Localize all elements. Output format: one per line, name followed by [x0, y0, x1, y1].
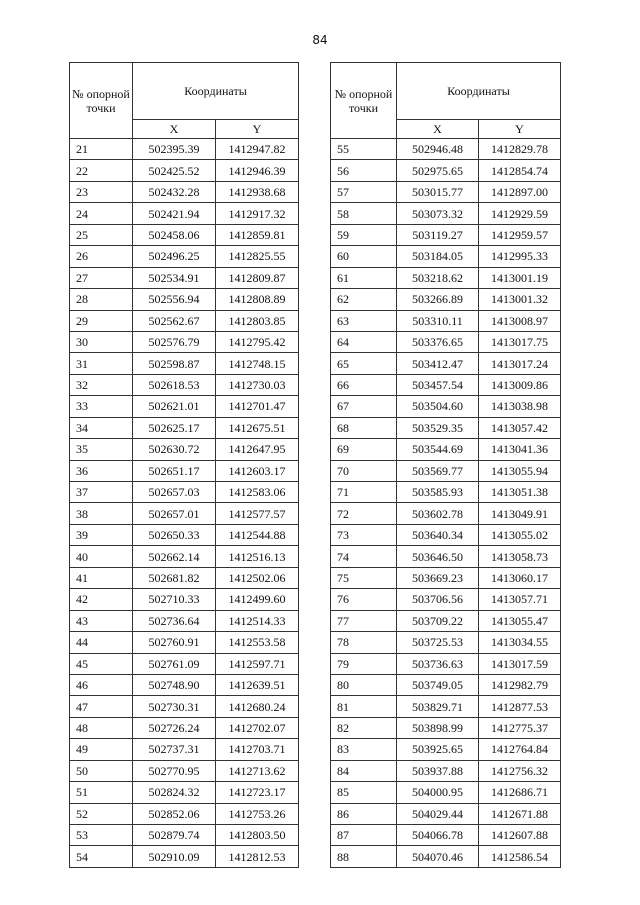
table-row	[70, 374, 299, 395]
x-coordinate-cell: 502760.91	[133, 632, 216, 653]
point-number-cell: 35	[70, 439, 133, 460]
x-coordinate-cell: 502737.31	[133, 739, 216, 760]
table-row	[70, 267, 299, 288]
table-row	[70, 224, 299, 245]
table-row	[70, 760, 299, 781]
x-coordinate-cell: 503529.35	[397, 417, 479, 438]
table-row	[70, 353, 299, 374]
table-row	[331, 267, 561, 288]
point-number-cell: 60	[331, 246, 397, 267]
point-number-cell: 34	[70, 417, 133, 438]
table-row	[331, 310, 561, 331]
x-coordinate-cell: 503412.47	[397, 353, 479, 374]
y-coordinate-cell: 1412516.13	[216, 546, 299, 567]
point-number-cell: 47	[70, 696, 133, 717]
y-coordinate-cell: 1413017.59	[479, 653, 561, 674]
table-row	[70, 439, 299, 460]
point-number-cell: 52	[70, 803, 133, 824]
y-coordinate-cell: 1412877.53	[479, 696, 561, 717]
point-number-cell: 80	[331, 674, 397, 695]
table-row	[331, 160, 561, 181]
x-coordinate-cell: 504000.95	[397, 782, 479, 803]
y-coordinate-cell: 1412544.88	[216, 524, 299, 545]
point-number-cell: 72	[331, 503, 397, 524]
point-number-cell: 24	[70, 203, 133, 224]
y-coordinate-cell: 1412597.71	[216, 653, 299, 674]
x-coordinate-cell: 503725.53	[397, 632, 479, 653]
x-coordinate-cell: 502662.14	[133, 546, 216, 567]
x-header: X	[133, 120, 216, 139]
table-row	[70, 632, 299, 653]
y-coordinate-cell: 1412808.89	[216, 289, 299, 310]
table-row	[331, 417, 561, 438]
table-row	[331, 482, 561, 503]
x-coordinate-cell: 503706.56	[397, 589, 479, 610]
x-coordinate-cell: 502496.25	[133, 246, 216, 267]
point-number-cell: 26	[70, 246, 133, 267]
x-coordinate-cell: 502625.17	[133, 417, 216, 438]
table-row	[331, 653, 561, 674]
table-row	[70, 524, 299, 545]
table-row	[331, 289, 561, 310]
point-number-cell: 29	[70, 310, 133, 331]
table-row	[70, 289, 299, 310]
y-coordinate-cell: 1412938.68	[216, 181, 299, 202]
x-coordinate-cell: 503073.32	[397, 203, 479, 224]
table-row	[70, 610, 299, 631]
x-coordinate-cell: 503602.78	[397, 503, 479, 524]
table-row	[331, 846, 561, 867]
y-coordinate-cell: 1412764.84	[479, 739, 561, 760]
y-coordinate-cell: 1412929.59	[479, 203, 561, 224]
table-row	[70, 653, 299, 674]
x-coordinate-cell: 503218.62	[397, 267, 479, 288]
point-number-cell: 69	[331, 439, 397, 460]
point-number-cell: 82	[331, 717, 397, 738]
y-coordinate-cell: 1412502.06	[216, 567, 299, 588]
x-coordinate-cell: 503015.77	[397, 181, 479, 202]
point-number-cell: 68	[331, 417, 397, 438]
point-number-cell: 71	[331, 482, 397, 503]
table-row	[70, 846, 299, 867]
y-coordinate-cell: 1412702.07	[216, 717, 299, 738]
table-row	[331, 181, 561, 202]
y-coordinate-cell: 1413041.36	[479, 439, 561, 460]
point-number-cell: 48	[70, 717, 133, 738]
y-coordinate-cell: 1413060.17	[479, 567, 561, 588]
x-coordinate-cell: 502710.33	[133, 589, 216, 610]
x-coordinate-cell: 503376.65	[397, 331, 479, 352]
point-number-cell: 31	[70, 353, 133, 374]
x-coordinate-cell: 502730.31	[133, 696, 216, 717]
point-number-cell: 25	[70, 224, 133, 245]
y-coordinate-cell: 1412748.15	[216, 353, 299, 374]
x-coordinate-cell: 502432.28	[133, 181, 216, 202]
table-row	[331, 696, 561, 717]
x-coordinate-cell: 502975.65	[397, 160, 479, 181]
point-number-cell: 51	[70, 782, 133, 803]
x-coordinate-cell: 503504.60	[397, 396, 479, 417]
x-coordinate-cell: 504070.46	[397, 846, 479, 867]
y-coordinate-cell: 1413001.32	[479, 289, 561, 310]
y-coordinate-cell: 1413049.91	[479, 503, 561, 524]
x-coordinate-cell: 502421.94	[133, 203, 216, 224]
x-coordinate-cell: 503749.05	[397, 674, 479, 695]
table-row	[331, 460, 561, 481]
table-row	[331, 589, 561, 610]
x-coordinate-cell: 502576.79	[133, 331, 216, 352]
table-row	[331, 139, 561, 160]
y-coordinate-cell: 1412753.26	[216, 803, 299, 824]
y-coordinate-cell: 1412854.74	[479, 160, 561, 181]
y-coordinate-cell: 1412675.51	[216, 417, 299, 438]
y-coordinate-cell: 1413058.73	[479, 546, 561, 567]
table-row	[70, 417, 299, 438]
table-row	[70, 331, 299, 352]
x-coordinate-cell: 502736.64	[133, 610, 216, 631]
table-row	[70, 139, 299, 160]
y-coordinate-cell: 1412583.06	[216, 482, 299, 503]
table-row	[70, 181, 299, 202]
point-number-cell: 44	[70, 632, 133, 653]
y-header: Y	[479, 120, 561, 139]
x-coordinate-cell: 503736.63	[397, 653, 479, 674]
table-row	[331, 803, 561, 824]
y-coordinate-cell: 1412586.54	[479, 846, 561, 867]
y-coordinate-cell: 1413017.75	[479, 331, 561, 352]
point-number-cell: 57	[331, 181, 397, 202]
y-coordinate-cell: 1412995.33	[479, 246, 561, 267]
x-coordinate-cell: 502761.09	[133, 653, 216, 674]
y-coordinate-cell: 1413055.94	[479, 460, 561, 481]
x-coordinate-cell: 503457.54	[397, 374, 479, 395]
x-coordinate-cell: 502726.24	[133, 717, 216, 738]
y-coordinate-cell: 1413057.71	[479, 589, 561, 610]
point-number-cell: 62	[331, 289, 397, 310]
coordinates-table-left	[69, 62, 299, 868]
table-row	[70, 739, 299, 760]
x-coordinate-cell: 502852.06	[133, 803, 216, 824]
point-number-cell: 27	[70, 267, 133, 288]
table-row	[331, 610, 561, 631]
point-number-cell: 74	[331, 546, 397, 567]
table-row	[70, 482, 299, 503]
x-coordinate-cell: 503119.27	[397, 224, 479, 245]
table-row	[70, 503, 299, 524]
y-coordinate-cell: 1412959.57	[479, 224, 561, 245]
point-number-cell: 63	[331, 310, 397, 331]
point-number-cell: 78	[331, 632, 397, 653]
x-coordinate-cell: 503569.77	[397, 460, 479, 481]
point-number-cell: 84	[331, 760, 397, 781]
point-number-cell: 88	[331, 846, 397, 867]
point-number-cell: 53	[70, 825, 133, 846]
table-row	[70, 567, 299, 588]
x-coordinate-cell: 504029.44	[397, 803, 479, 824]
y-coordinate-cell: 1412917.32	[216, 203, 299, 224]
x-coordinate-cell: 502824.32	[133, 782, 216, 803]
table-row	[331, 782, 561, 803]
y-coordinate-cell: 1412812.53	[216, 846, 299, 867]
x-coordinate-cell: 503669.23	[397, 567, 479, 588]
x-coordinate-cell: 503925.65	[397, 739, 479, 760]
table-row	[331, 224, 561, 245]
y-coordinate-cell: 1412803.50	[216, 825, 299, 846]
x-coordinate-cell: 503640.34	[397, 524, 479, 545]
x-coordinate-cell: 503709.22	[397, 610, 479, 631]
table-row	[331, 203, 561, 224]
y-coordinate-cell: 1413001.19	[479, 267, 561, 288]
y-coordinate-cell: 1412671.88	[479, 803, 561, 824]
table-row	[70, 246, 299, 267]
point-number-cell: 45	[70, 653, 133, 674]
point-number-cell: 37	[70, 482, 133, 503]
y-coordinate-cell: 1412859.81	[216, 224, 299, 245]
x-coordinate-cell: 503898.99	[397, 717, 479, 738]
point-number-cell: 79	[331, 653, 397, 674]
coordinates-header: Координаты	[133, 63, 299, 120]
point-number-cell: 23	[70, 181, 133, 202]
point-number-cell: 22	[70, 160, 133, 181]
x-coordinate-cell: 502651.17	[133, 460, 216, 481]
table-row	[331, 331, 561, 352]
table-row	[331, 739, 561, 760]
point-number-cell: 70	[331, 460, 397, 481]
x-coordinate-cell: 503310.11	[397, 310, 479, 331]
table-row	[70, 696, 299, 717]
x-coordinate-cell: 503937.88	[397, 760, 479, 781]
y-coordinate-cell: 1413034.55	[479, 632, 561, 653]
table-row	[70, 160, 299, 181]
x-header: X	[397, 120, 479, 139]
point-number-cell: 41	[70, 567, 133, 588]
point-number-header: № опорной точки	[70, 63, 133, 139]
table-row	[331, 717, 561, 738]
y-coordinate-cell: 1413008.97	[479, 310, 561, 331]
y-coordinate-cell: 1413055.02	[479, 524, 561, 545]
y-coordinate-cell: 1412639.51	[216, 674, 299, 695]
point-number-cell: 83	[331, 739, 397, 760]
y-coordinate-cell: 1412982.79	[479, 674, 561, 695]
y-coordinate-cell: 1413057.42	[479, 417, 561, 438]
point-number-cell: 56	[331, 160, 397, 181]
y-coordinate-cell: 1413009.86	[479, 374, 561, 395]
y-coordinate-cell: 1412701.47	[216, 396, 299, 417]
point-number-cell: 36	[70, 460, 133, 481]
y-coordinate-cell: 1412809.87	[216, 267, 299, 288]
x-coordinate-cell: 502425.52	[133, 160, 216, 181]
table-row	[70, 825, 299, 846]
point-number-cell: 59	[331, 224, 397, 245]
point-number-cell: 28	[70, 289, 133, 310]
y-coordinate-cell: 1412947.82	[216, 139, 299, 160]
x-coordinate-cell: 502910.09	[133, 846, 216, 867]
page-number: 84	[312, 33, 328, 47]
table-row	[331, 374, 561, 395]
point-number-cell: 66	[331, 374, 397, 395]
y-coordinate-cell: 1412897.00	[479, 181, 561, 202]
y-coordinate-cell: 1412514.33	[216, 610, 299, 631]
point-number-cell: 49	[70, 739, 133, 760]
x-coordinate-cell: 503646.50	[397, 546, 479, 567]
point-number-cell: 21	[70, 139, 133, 160]
y-coordinate-cell: 1412577.57	[216, 503, 299, 524]
table-row	[331, 546, 561, 567]
y-header: Y	[216, 120, 299, 139]
point-number-cell: 77	[331, 610, 397, 631]
y-coordinate-cell: 1412756.32	[479, 760, 561, 781]
x-coordinate-cell: 502657.01	[133, 503, 216, 524]
table-row	[70, 782, 299, 803]
point-number-cell: 67	[331, 396, 397, 417]
x-coordinate-cell: 502618.53	[133, 374, 216, 395]
table-row	[331, 439, 561, 460]
table-row	[331, 503, 561, 524]
x-coordinate-cell: 504066.78	[397, 825, 479, 846]
table-row	[331, 524, 561, 545]
y-coordinate-cell: 1412723.17	[216, 782, 299, 803]
x-coordinate-cell: 503829.71	[397, 696, 479, 717]
point-number-cell: 42	[70, 589, 133, 610]
y-coordinate-cell: 1412795.42	[216, 331, 299, 352]
y-coordinate-cell: 1412647.95	[216, 439, 299, 460]
table-row	[331, 567, 561, 588]
y-coordinate-cell: 1412553.58	[216, 632, 299, 653]
x-coordinate-cell: 502534.91	[133, 267, 216, 288]
y-coordinate-cell: 1412730.03	[216, 374, 299, 395]
point-number-cell: 33	[70, 396, 133, 417]
x-coordinate-cell: 502770.95	[133, 760, 216, 781]
point-number-cell: 55	[331, 139, 397, 160]
point-number-cell: 75	[331, 567, 397, 588]
point-number-cell: 32	[70, 374, 133, 395]
x-coordinate-cell: 502621.01	[133, 396, 216, 417]
point-number-cell: 54	[70, 846, 133, 867]
point-number-cell: 76	[331, 589, 397, 610]
y-coordinate-cell: 1412825.55	[216, 246, 299, 267]
coordinates-header: Координаты	[397, 63, 561, 120]
x-coordinate-cell: 502681.82	[133, 567, 216, 588]
y-coordinate-cell: 1413051.38	[479, 482, 561, 503]
x-coordinate-cell: 502879.74	[133, 825, 216, 846]
point-number-header: № опорной точки	[331, 63, 397, 139]
point-number-cell: 61	[331, 267, 397, 288]
coordinates-table-right	[330, 62, 561, 868]
x-coordinate-cell: 503184.05	[397, 246, 479, 267]
point-number-cell: 38	[70, 503, 133, 524]
table-row	[331, 246, 561, 267]
point-number-cell: 73	[331, 524, 397, 545]
point-number-cell: 64	[331, 331, 397, 352]
x-coordinate-cell: 503266.89	[397, 289, 479, 310]
table-row	[70, 674, 299, 695]
point-number-cell: 86	[331, 803, 397, 824]
table-row	[70, 803, 299, 824]
table-row	[70, 460, 299, 481]
point-number-cell: 87	[331, 825, 397, 846]
table-row	[70, 396, 299, 417]
point-number-cell: 50	[70, 760, 133, 781]
point-number-cell: 30	[70, 331, 133, 352]
table-row	[70, 310, 299, 331]
point-number-cell: 81	[331, 696, 397, 717]
y-coordinate-cell: 1412829.78	[479, 139, 561, 160]
x-coordinate-cell: 503585.93	[397, 482, 479, 503]
y-coordinate-cell: 1412946.39	[216, 160, 299, 181]
x-coordinate-cell: 502556.94	[133, 289, 216, 310]
y-coordinate-cell: 1412680.24	[216, 696, 299, 717]
x-coordinate-cell: 502458.06	[133, 224, 216, 245]
table-row	[331, 825, 561, 846]
point-number-cell: 39	[70, 524, 133, 545]
x-coordinate-cell: 503544.69	[397, 439, 479, 460]
table-row	[331, 396, 561, 417]
point-number-cell: 65	[331, 353, 397, 374]
point-number-cell: 40	[70, 546, 133, 567]
y-coordinate-cell: 1412703.71	[216, 739, 299, 760]
x-coordinate-cell: 502395.39	[133, 139, 216, 160]
table-row	[331, 353, 561, 374]
point-number-cell: 85	[331, 782, 397, 803]
table-row	[70, 546, 299, 567]
y-coordinate-cell: 1413017.24	[479, 353, 561, 374]
y-coordinate-cell: 1412713.62	[216, 760, 299, 781]
point-number-cell: 43	[70, 610, 133, 631]
x-coordinate-cell: 502946.48	[397, 139, 479, 160]
y-coordinate-cell: 1412607.88	[479, 825, 561, 846]
table-row	[70, 203, 299, 224]
x-coordinate-cell: 502562.67	[133, 310, 216, 331]
table-row	[331, 760, 561, 781]
y-coordinate-cell: 1413055.47	[479, 610, 561, 631]
table-row	[331, 632, 561, 653]
x-coordinate-cell: 502650.33	[133, 524, 216, 545]
point-number-cell: 46	[70, 674, 133, 695]
table-row	[331, 674, 561, 695]
table-row	[70, 717, 299, 738]
x-coordinate-cell: 502630.72	[133, 439, 216, 460]
x-coordinate-cell: 502748.90	[133, 674, 216, 695]
y-coordinate-cell: 1412603.17	[216, 460, 299, 481]
point-number-cell: 58	[331, 203, 397, 224]
y-coordinate-cell: 1412803.85	[216, 310, 299, 331]
y-coordinate-cell: 1412686.71	[479, 782, 561, 803]
y-coordinate-cell: 1413038.98	[479, 396, 561, 417]
y-coordinate-cell: 1412775.37	[479, 717, 561, 738]
x-coordinate-cell: 502657.03	[133, 482, 216, 503]
x-coordinate-cell: 502598.87	[133, 353, 216, 374]
y-coordinate-cell: 1412499.60	[216, 589, 299, 610]
table-row	[70, 589, 299, 610]
